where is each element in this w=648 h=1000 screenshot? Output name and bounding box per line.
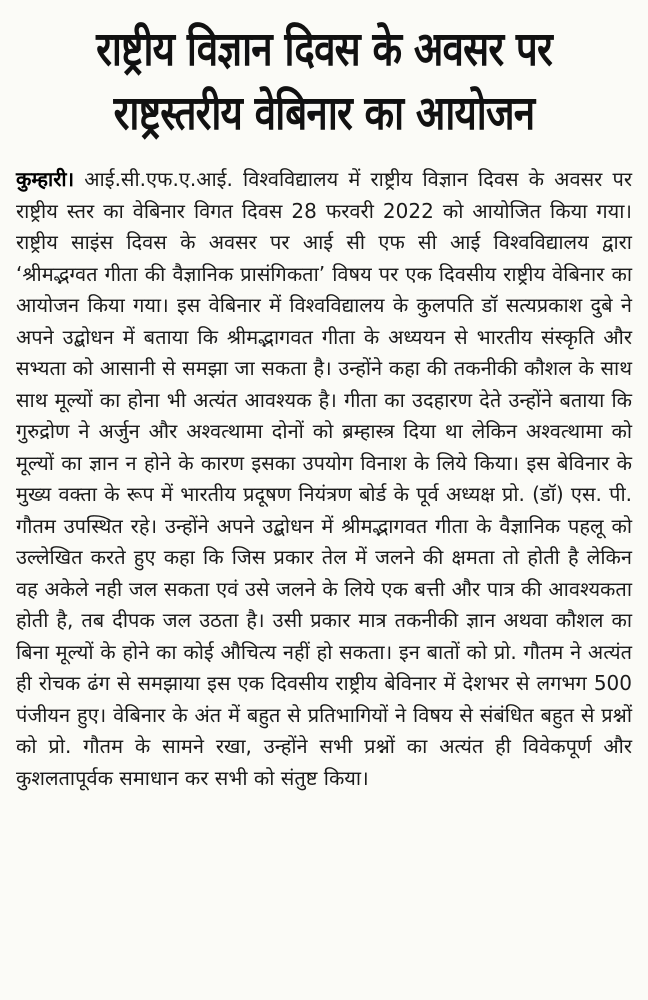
headline bbox=[14, 18, 634, 146]
article-text: आई.सी.एफ.ए.आई. विश्वविद्यालय में राष्ट्रीय विज्ञान दिवस के अवसर पर राष्ट्रीय स्तर का वेबिनार विगत दिवस 28 फरवरी 2022 को आयोजित किया गया। राष्ट्रीय साइंस दिवस के अवसर पर आई सी एफ सी आई विश्वविद्यालय द्वारा ‘श्रीमद्भग्वत गीता की वैज्ञानिक प्रासंगिकता’ विषय पर एक दिवसीय राष्ट्रीय वेबिनार का आयोजन किया गया। इस वेबिनार में विश्वविद्यालय के कुलपति डॉ सत्यप्रकाश दुबे ने अपने उद्बोधन में बताया कि श्रीमद्भागवत गीता के अध्ययन से भारतीय संस्कृति और सभ्यता को आसानी से समझा जा सकता है। उन्होंने कहा की तकनीकी कौशल के साथ साथ मूल्यों का होना भी अत्यंत आवश्यक है। गीता का उदहारण देते उन्होंने बताया कि गुरुद्रोण ने अर्जुन और अश्वत्थामा दोनों को ब्रम्हास्त्र दिया था लेकिन अश्वत्थामा को मूल्यों का ज्ञान न होने के कारण इसका उपयोग विनाश के लिये किया। इस बेविनार के मुख्य वक्ता के रूप में भारतीय प्रदूषण नियंत्रण बोर्ड के पूर्व अध्यक्ष प्रो. (डॉ) एस. पी. गौतम उपस्थित रहे। उन्होंने अपने उद्बोधन में श्रीमद्भागवत गीता के वैज्ञानिक पहलू को उल्लेखित करते हुए कहा कि जिस प्रकार तेल में जलने की क्षमता तो होती है लेकिन वह अकेले नही जल सकता एवं उसे जलने के लिये एक बत्ती और पात्र की आवश्यकता होती है, तब दीपक जल उठता है। उसी प्रकार मात्र तकनीकी ज्ञान अथवा कौशल का बिना मूल्यों के होने का कोई औचित्य नहीं हो सकता। इन बातों को प्रो. गौतम ने अत्यंत ही रोचक ढंग से समझाया इस एक दिवसीय राष्ट्रीय बेविनार में देशभर से लगभग 500 पंजीयन हुए। वेबिनार के अंत में बहुत से प्रतिभागियों ने विषय से संबंधित बहुत से प्रश्नों को प्रो. गौतम के सामने रखा, उन्होंने सभी प्रश्नों का अत्यंत ही विवेकपूर्ण और कुशलतापूर्वक समाधान कर सभी को संतुष्ट किया। bbox=[16, 167, 632, 790]
dateline: कुम्हारी। bbox=[16, 167, 75, 191]
headline-line-1: राष्ट्रीय विज्ञान दिवस के अवसर पर bbox=[96, 22, 552, 77]
article-body bbox=[16, 164, 632, 794]
headline-line-2: राष्ट्रस्तरीय वेबिनार का आयोजन bbox=[113, 86, 535, 141]
